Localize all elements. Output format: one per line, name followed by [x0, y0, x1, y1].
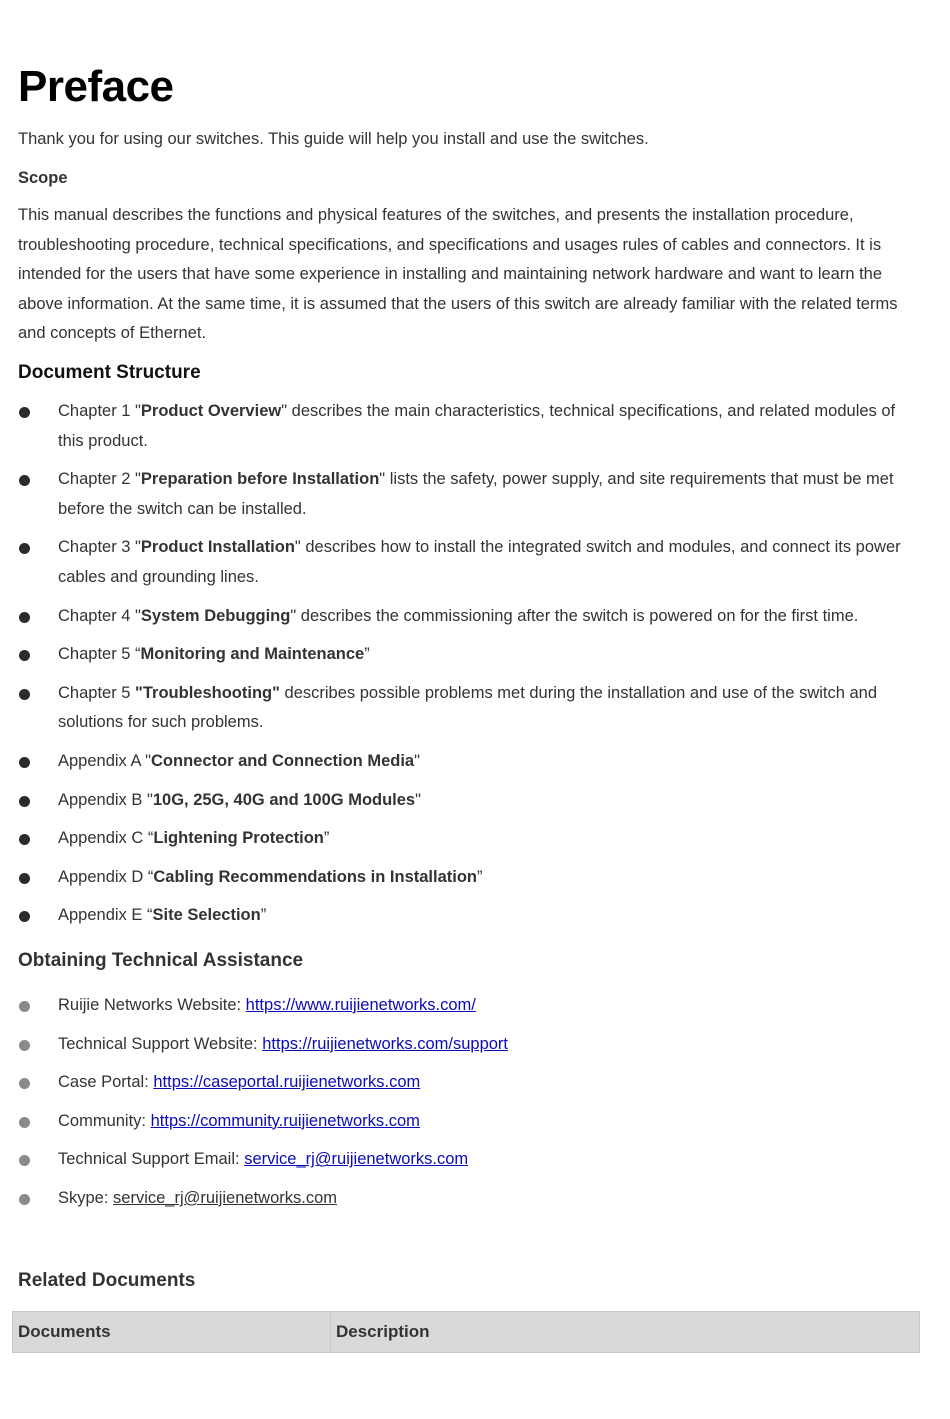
bullet-icon [19, 407, 30, 418]
column-header-description: Description [331, 1312, 920, 1353]
column-header-documents: Documents [13, 1312, 331, 1353]
bullet-icon [19, 1078, 30, 1089]
item-prefix: Chapter 5 “ [58, 645, 141, 664]
assistance-list-item [18, 1068, 918, 1098]
item-title: 10G, 25G, 40G and 100G Modules [152, 790, 416, 809]
assistance-list-item [18, 1184, 918, 1214]
bullet-icon [19, 1194, 30, 1205]
structure-list-item [18, 602, 918, 632]
structure-list-item [18, 533, 918, 592]
item-description: " describes the commissioning after the switch is powered on for the first time. [290, 606, 859, 625]
item-description: ” [260, 906, 267, 925]
technical-assistance-list [18, 991, 918, 1223]
item-prefix: Appendix A " [58, 751, 152, 770]
document-structure-heading: Document Structure [18, 362, 201, 383]
scope-heading: Scope [18, 169, 68, 187]
assistance-label: Ruijie Networks Website: [58, 996, 246, 1014]
assistance-link[interactable]: service_rj@ruijienetworks.com [244, 1150, 469, 1169]
assistance-label: Skype: [58, 1188, 114, 1207]
bullet-icon [19, 1001, 30, 1012]
assistance-link[interactable]: https://caseportal.ruijienetworks.com [153, 1073, 421, 1092]
item-title: Monitoring and Maintenance [140, 645, 365, 664]
scope-text: This manual describes the functions and physical features of the switches, and presents the installation procedure, troubleshooting procedure, technical specifications, and specifications and usages rules of cables and connectors. It is intended for the users that have some experience in installing and maintaining network hardware and want to learn the above information. At the same time, it is assumed that the users of this switch are already familiar with the related terms and concepts of Ethernet. [18, 206, 898, 343]
structure-list-item [18, 901, 918, 931]
item-title: Preparation before Installation [140, 470, 380, 489]
item-prefix: Chapter 2 " [58, 470, 141, 489]
intro-text: Thank you for using our switches. This guide will help you install and use the switches. [18, 130, 649, 148]
item-title: Site Selection [152, 906, 261, 925]
structure-list-item [18, 786, 918, 816]
structure-list-item [18, 679, 918, 738]
structure-list-item [18, 640, 918, 670]
bullet-icon [19, 612, 30, 623]
item-description: " describes the main characteristics, technical specifications, and related modules of this product. [58, 402, 896, 450]
item-prefix: Chapter 3 " [58, 538, 141, 557]
assistance-label: Case Portal: [58, 1073, 154, 1092]
assistance-link[interactable]: https://www.ruijienetworks.com/ [245, 996, 476, 1014]
bullet-icon [19, 911, 30, 922]
item-prefix: Chapter 4 " [58, 606, 141, 625]
structure-list-item [18, 465, 918, 524]
structure-list-item [18, 863, 918, 893]
item-title: System Debugging [140, 606, 291, 625]
bullet-icon [19, 1117, 30, 1128]
table-header-row [13, 1312, 920, 1353]
related-documents-table [12, 1311, 920, 1353]
item-prefix: Appendix E “ [58, 906, 153, 925]
item-prefix: Appendix B " [58, 790, 153, 809]
item-description: describes possible problems met during the installation and use of the switch and solutions for such problems. [58, 683, 878, 732]
item-description: " [414, 751, 420, 770]
assistance-label: Technical Support Email: [58, 1150, 245, 1169]
assistance-link[interactable]: https://community.ruijienetworks.com [150, 1111, 420, 1130]
related-documents-heading: Related Documents [18, 1270, 196, 1291]
bullet-icon [19, 689, 30, 700]
item-title: Cabling Recommendations in Installation [153, 867, 478, 886]
item-title: Product Overview [140, 402, 282, 420]
item-title: Connector and Connection Media [151, 751, 415, 770]
structure-list-item [18, 824, 918, 854]
page-title: Preface [18, 62, 174, 111]
item-description: " [415, 790, 421, 809]
item-prefix: Appendix C “ [58, 829, 154, 848]
item-description: ” [477, 867, 483, 886]
skype-id: service_rj@ruijienetworks.com [113, 1188, 338, 1207]
assistance-list-item [18, 1107, 918, 1137]
bullet-icon [19, 757, 30, 768]
bullet-icon [19, 873, 30, 884]
item-title: "Troubleshooting" [135, 683, 280, 702]
item-title: Product Installation [140, 538, 295, 557]
bullet-icon [19, 796, 30, 807]
item-prefix: Chapter 5 [58, 683, 136, 702]
assistance-label: Community: [58, 1111, 151, 1130]
assistance-list-item [18, 991, 918, 1021]
technical-assistance-heading: Obtaining Technical Assistance [18, 950, 304, 971]
bullet-icon [19, 650, 30, 661]
item-description: " lists the safety, power supply, and site requirements that must be met before the switch can be installed. [58, 470, 894, 518]
item-prefix: Chapter 1 " [58, 402, 141, 420]
bullet-icon [19, 1040, 30, 1051]
structure-list-item [18, 397, 918, 456]
item-description: ” [323, 829, 330, 848]
item-description: ” [364, 645, 370, 664]
item-prefix: Appendix D “ [58, 867, 154, 886]
structure-list-item [18, 747, 918, 777]
bullet-icon [19, 543, 30, 554]
bullet-icon [19, 1155, 30, 1166]
assistance-list-item [18, 1145, 918, 1175]
assistance-label: Technical Support Website: [58, 1034, 263, 1053]
assistance-list-item [18, 1030, 918, 1060]
item-title: Lightening Protection [153, 829, 324, 848]
document-structure-list [18, 397, 918, 940]
item-description: " describes how to install the integrated switch and modules, and connect its power cables and grounding lines. [58, 538, 901, 586]
assistance-link[interactable]: https://ruijienetworks.com/support [262, 1034, 509, 1053]
bullet-icon [19, 834, 30, 845]
bullet-icon [19, 475, 30, 486]
